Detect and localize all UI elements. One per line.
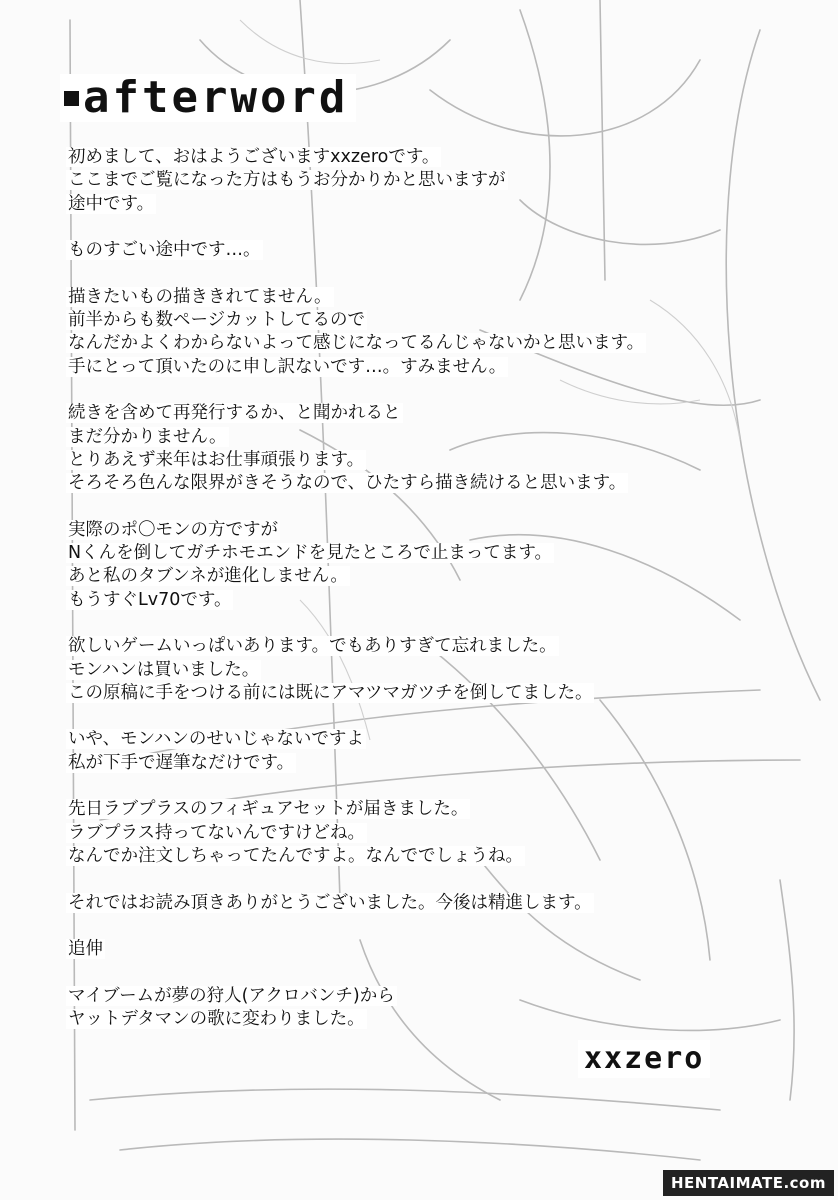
site-watermark: HENTAIMATE.com — [663, 1170, 834, 1196]
text-line: 続きを含めて再発行するか、と聞かれると — [68, 403, 401, 424]
text-row — [66, 239, 766, 262]
text-line: 前半からも数ページカットしてるので — [68, 310, 365, 331]
text-line: それではお読み頂きありがとうございました。今後は精進します。 — [68, 892, 592, 913]
text-row — [66, 892, 766, 915]
text-row — [66, 402, 766, 425]
text-row — [66, 519, 766, 542]
paragraph-gap — [66, 868, 766, 891]
text-line: 初めまして、おはようございますxxzeroです。 — [68, 147, 440, 167]
text-row — [66, 682, 766, 705]
text-line: マイブームが夢の狩人(アクロバンチ)から — [68, 985, 395, 1006]
text-row — [66, 728, 766, 751]
text-row — [66, 286, 766, 309]
text-row — [66, 542, 766, 565]
text-row — [66, 193, 766, 216]
text-row — [66, 169, 766, 192]
title-bullet-square — [64, 91, 79, 106]
text-line: なんだかよくわからないよって感じになってるんじゃないかと思います。 — [68, 333, 645, 354]
afterword-body — [66, 146, 766, 1031]
text-line: 私が下手で遅筆なだけです。 — [68, 752, 295, 773]
text-line: もうすぐLv70です。 — [68, 589, 232, 610]
text-line: Nくんを倒してガチホモエンドを見たところで止まってます。 — [68, 543, 553, 564]
text-line: 手にとって頂いたのに申し訳ないです…。すみません。 — [68, 356, 507, 377]
text-line: ものすごい途中です…。 — [68, 240, 261, 261]
text-row — [66, 309, 766, 332]
text-line: 欲しいゲームいっぱいあります。でもありすぎて忘れました。 — [68, 636, 557, 657]
text-line: とりあえず来年はお仕事頑張ります。 — [68, 449, 365, 470]
page-title: afterword — [83, 72, 349, 123]
text-row — [66, 659, 766, 682]
text-row — [66, 426, 766, 449]
paragraph-gap — [66, 216, 766, 239]
afterword-heading — [60, 74, 356, 122]
text-row — [66, 565, 766, 588]
paragraph-gap — [66, 705, 766, 728]
paragraph-gap — [66, 379, 766, 402]
text-line: あと私のタブンネが進化しません。 — [68, 566, 348, 587]
paragraph-gap — [66, 775, 766, 798]
text-row — [66, 332, 766, 355]
paragraph-gap — [66, 262, 766, 285]
text-line: ヤットデタマンの歌に変わりました。 — [68, 1008, 365, 1029]
text-line: ここまでご覧になった方はもうお分かりかと思いますが — [68, 170, 506, 191]
text-row — [66, 822, 766, 845]
text-row — [66, 356, 766, 379]
text-line: 描きたいもの描ききれてません。 — [68, 286, 332, 307]
text-row — [66, 146, 766, 169]
text-row — [66, 752, 766, 775]
text-row — [66, 449, 766, 472]
text-row — [66, 845, 766, 868]
text-line: 追伸 — [68, 939, 103, 960]
text-line: いや、モンハンのせいじゃないですよ — [68, 729, 364, 750]
paragraph-gap — [66, 612, 766, 635]
text-line: ラブプラス持ってないんですけどね。 — [68, 822, 365, 843]
text-row — [66, 635, 766, 658]
text-row — [66, 1008, 766, 1031]
text-line: この原稿に手をつける前には既にアマツマガツチを倒してました。 — [68, 682, 593, 703]
text-line: モンハンは買いました。 — [68, 659, 260, 680]
author-signature: xxzero — [578, 1040, 710, 1078]
text-row — [66, 798, 766, 821]
text-row — [66, 938, 766, 961]
text-line: なんでか注文しちゃってたんですよ。なんででしょうね。 — [68, 845, 523, 866]
paragraph-gap — [66, 915, 766, 938]
text-line: そろそろ色んな限界がきそうなので、ひたすら描き続けると思います。 — [68, 473, 627, 494]
text-line: まだ分かりません。 — [68, 426, 227, 447]
text-row — [66, 472, 766, 495]
paragraph-gap — [66, 961, 766, 984]
paragraph-gap — [66, 495, 766, 518]
text-line: 先日ラブプラスのフィギュアセットが届きました。 — [68, 799, 469, 820]
text-row — [66, 589, 766, 612]
text-line: 実際のポ〇モンの方ですが — [68, 519, 278, 540]
text-line: 途中です。 — [68, 193, 155, 214]
text-row — [66, 985, 766, 1008]
